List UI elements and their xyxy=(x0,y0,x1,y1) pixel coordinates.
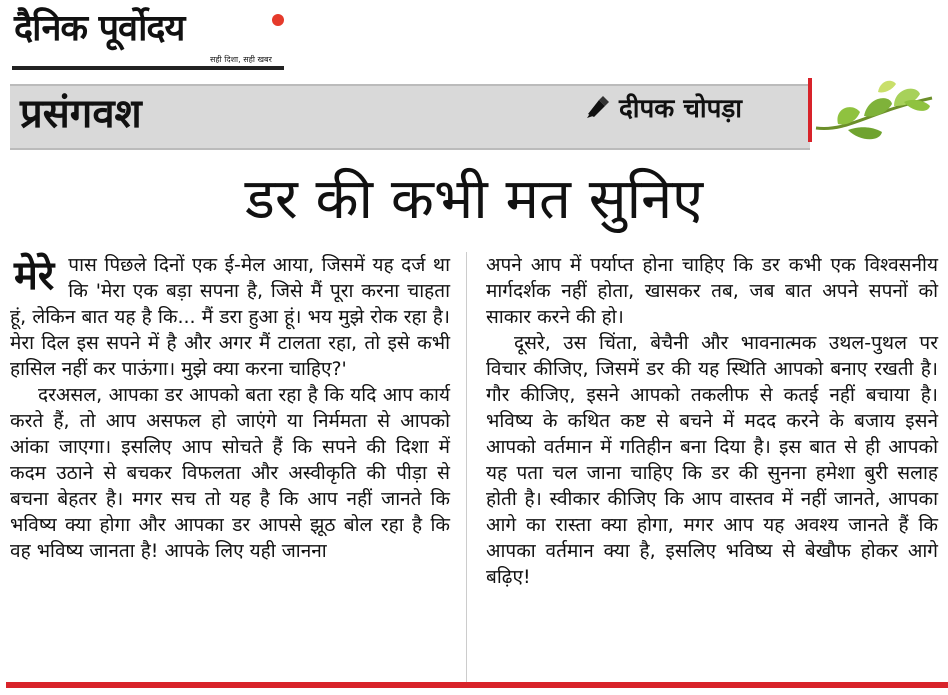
leaf-branch-decoration xyxy=(808,72,936,148)
newspaper-name: दैनिक पूर्वोदय xyxy=(14,8,185,49)
author-byline xyxy=(585,90,742,124)
article-paragraph: दूसरे, उस चिंता, बेचैनी और भावनात्मक उथल-पुथल पर विचार कीजिए, जिसमें डर की यह स्थिति आपको बनाए रखती है। गौर कीजिए, इसने आपको तकलीफ से कतई नहीं बचाया है। भविष्य के कथित कष्ट से बचने में मदद करने के बजाय इसने आपको वर्तमान में गतिहीन बना दिया है। इस बात से ही आपको यह पता चल जाना चाहिए कि डर की सुनना हमेशा बुरी सलाह होती है। स्वीकार कीजिए कि आप वास्तव में नहीं जानते, आपका आगे का रास्ता क्या होगा, मगर आप यह अवश्य जानते हैं कि आपका वर्तमान क्या है, इसलिए भविष्य से बेखौफ होकर आगे बढ़िए! xyxy=(486,332,938,588)
article-paragraph xyxy=(10,252,450,382)
article-column-right xyxy=(486,252,938,682)
article-column-left xyxy=(10,252,450,682)
column-divider xyxy=(466,252,467,682)
pen-nib-icon xyxy=(585,94,611,120)
article-paragraph: दरअसल, आपका डर आपको बता रहा है कि यदि आप कार्य करते हैं, तो आप असफल हो जाएंगे या निर्ममता से आपको आंका जाएगा। इसलिए आप सोचते हैं कि सपने की दिशा में कदम उठाने से बचकर विफलता और अस्वीकृति की पीड़ा से बचना बेहतर है। मगर सच तो यह है कि आप नहीं जानते कि भविष्य क्या होगा और आपका डर आपसे झूठ बोल रहा है कि वह भविष्य जानता है! आपके लिए यही जानना xyxy=(10,384,450,562)
author-name: दीपक चोपड़ा xyxy=(619,94,742,124)
article-paragraph: अपने आप में पर्याप्त होना चाहिए कि डर कभी एक विश्वसनीय मार्गदर्शक नहीं होता, खासकर तब, जब बात अपने सपनों को साकार करने की हो। xyxy=(486,254,938,328)
section-title: प्रसंगवश xyxy=(20,91,142,137)
paragraph-text: पास पिछले दिनों एक ई-मेल आया, जिसमें यह दर्ज था कि 'मेरा एक बड़ा सपना है, जिसे मैं पूरा करना चाहता हूं, लेकिन बात यह है कि... मैं डरा हुआ हूं। भय मुझे रोक रहा है। मेरा दिल इस सपने में है और अगर मैं टालता रहा, तो इसे कभी हासिल नहीं कर पाऊंगा। मुझे क्या करना चाहिए?' xyxy=(10,254,450,380)
drop-cap-word: मेरे xyxy=(14,253,55,299)
newspaper-masthead xyxy=(14,4,286,70)
masthead-underline xyxy=(12,66,284,70)
bottom-red-rule xyxy=(6,682,948,688)
article-headline: डर की कभी मत सुनिए xyxy=(244,167,704,232)
masthead-red-dot xyxy=(272,14,284,26)
masthead-tagline: सही दिशा, सही खबर xyxy=(210,55,272,64)
